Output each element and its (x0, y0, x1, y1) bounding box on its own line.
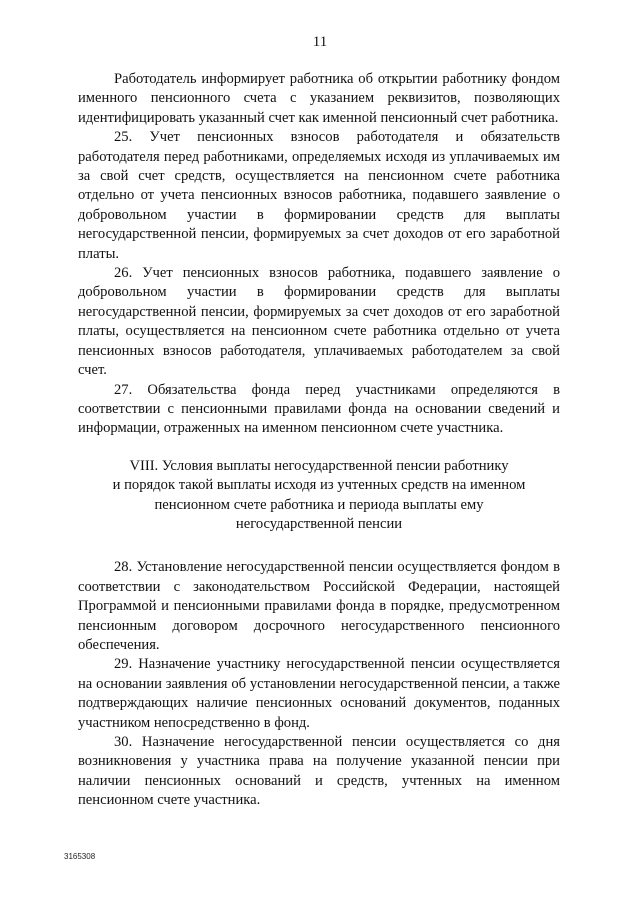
page-number: 11 (312, 34, 328, 50)
section-heading-line: и порядок такой выплаты исходя из учтенных средств на именном (112, 477, 526, 494)
section-heading-line: пенсионном счете работника и периода выплаты ему (154, 496, 484, 513)
section-heading-line: VIII. Условия выплаты негосударственной пенсии работнику (129, 457, 509, 474)
document-body (78, 70, 560, 811)
paragraph-27: 27. Обязательства фонда перед участниками определяются в соответствии с пенсионными правилами фонда на основании сведений и информации, отраженных на именном пенсионном счете участника. (78, 381, 560, 437)
paragraph-30: 30. Назначение негосударственной пенсии осуществляется со дня возникновения у участника права на получение указанной пенсии при наличии пенсионных оснований и средств, учтенных на именном пенсионном счете участника. (78, 734, 560, 809)
paragraph-28: 28. Установление негосударственной пенсии осуществляется фондом в соответствии с законодательством Российской Федерации, настоящей Программой и пенсионными правилами фонда в порядке, предусмотренном пенсионным договором досрочного негосударственного пенсионного обеспечения. (78, 559, 560, 653)
paragraph-intro: Работодатель информирует работника об открытии работнику фондом именного пенсионного счета с указанием реквизитов, позволяющих идентифицировать указанный счет как именной пенсионный счет работника. (78, 71, 560, 126)
paragraph-29: 29. Назначение участнику негосударственной пенсии осуществляется на основании заявления об установлении негосударственной пенсии, а также подтверждающих наличие пенсионных оснований документов, поданных участником непосредственно в фонд. (78, 656, 560, 731)
section-heading-line: негосударственной пенсии (235, 515, 403, 532)
section-heading (78, 457, 560, 535)
paragraph-25: 25. Учет пенсионных взносов работодателя и обязательств работодателя перед работниками, определяемых исходя из уплачиваемых им за свой счет средств, осуществляется на пенсионном счете работника отдельно от учета пенсионных взносов работника, подавшего заявление о добровольном участии в формировании средств для выплаты негосударственной пенсии, формируемых за счет доходов от его заработной платы. (78, 129, 560, 262)
document-code: 3165308 (64, 852, 96, 861)
paragraph-26: 26. Учет пенсионных взносов работника, подавшего заявление о добровольном участии в формировании средств для выплаты негосударственной пенсии, формируемых за счет доходов от его заработной платы, осуществляется на пенсионном счете работника отдельно от учета пенсионных взносов работодателя, уплачиваемых работодателем за свой счет. (78, 265, 560, 379)
